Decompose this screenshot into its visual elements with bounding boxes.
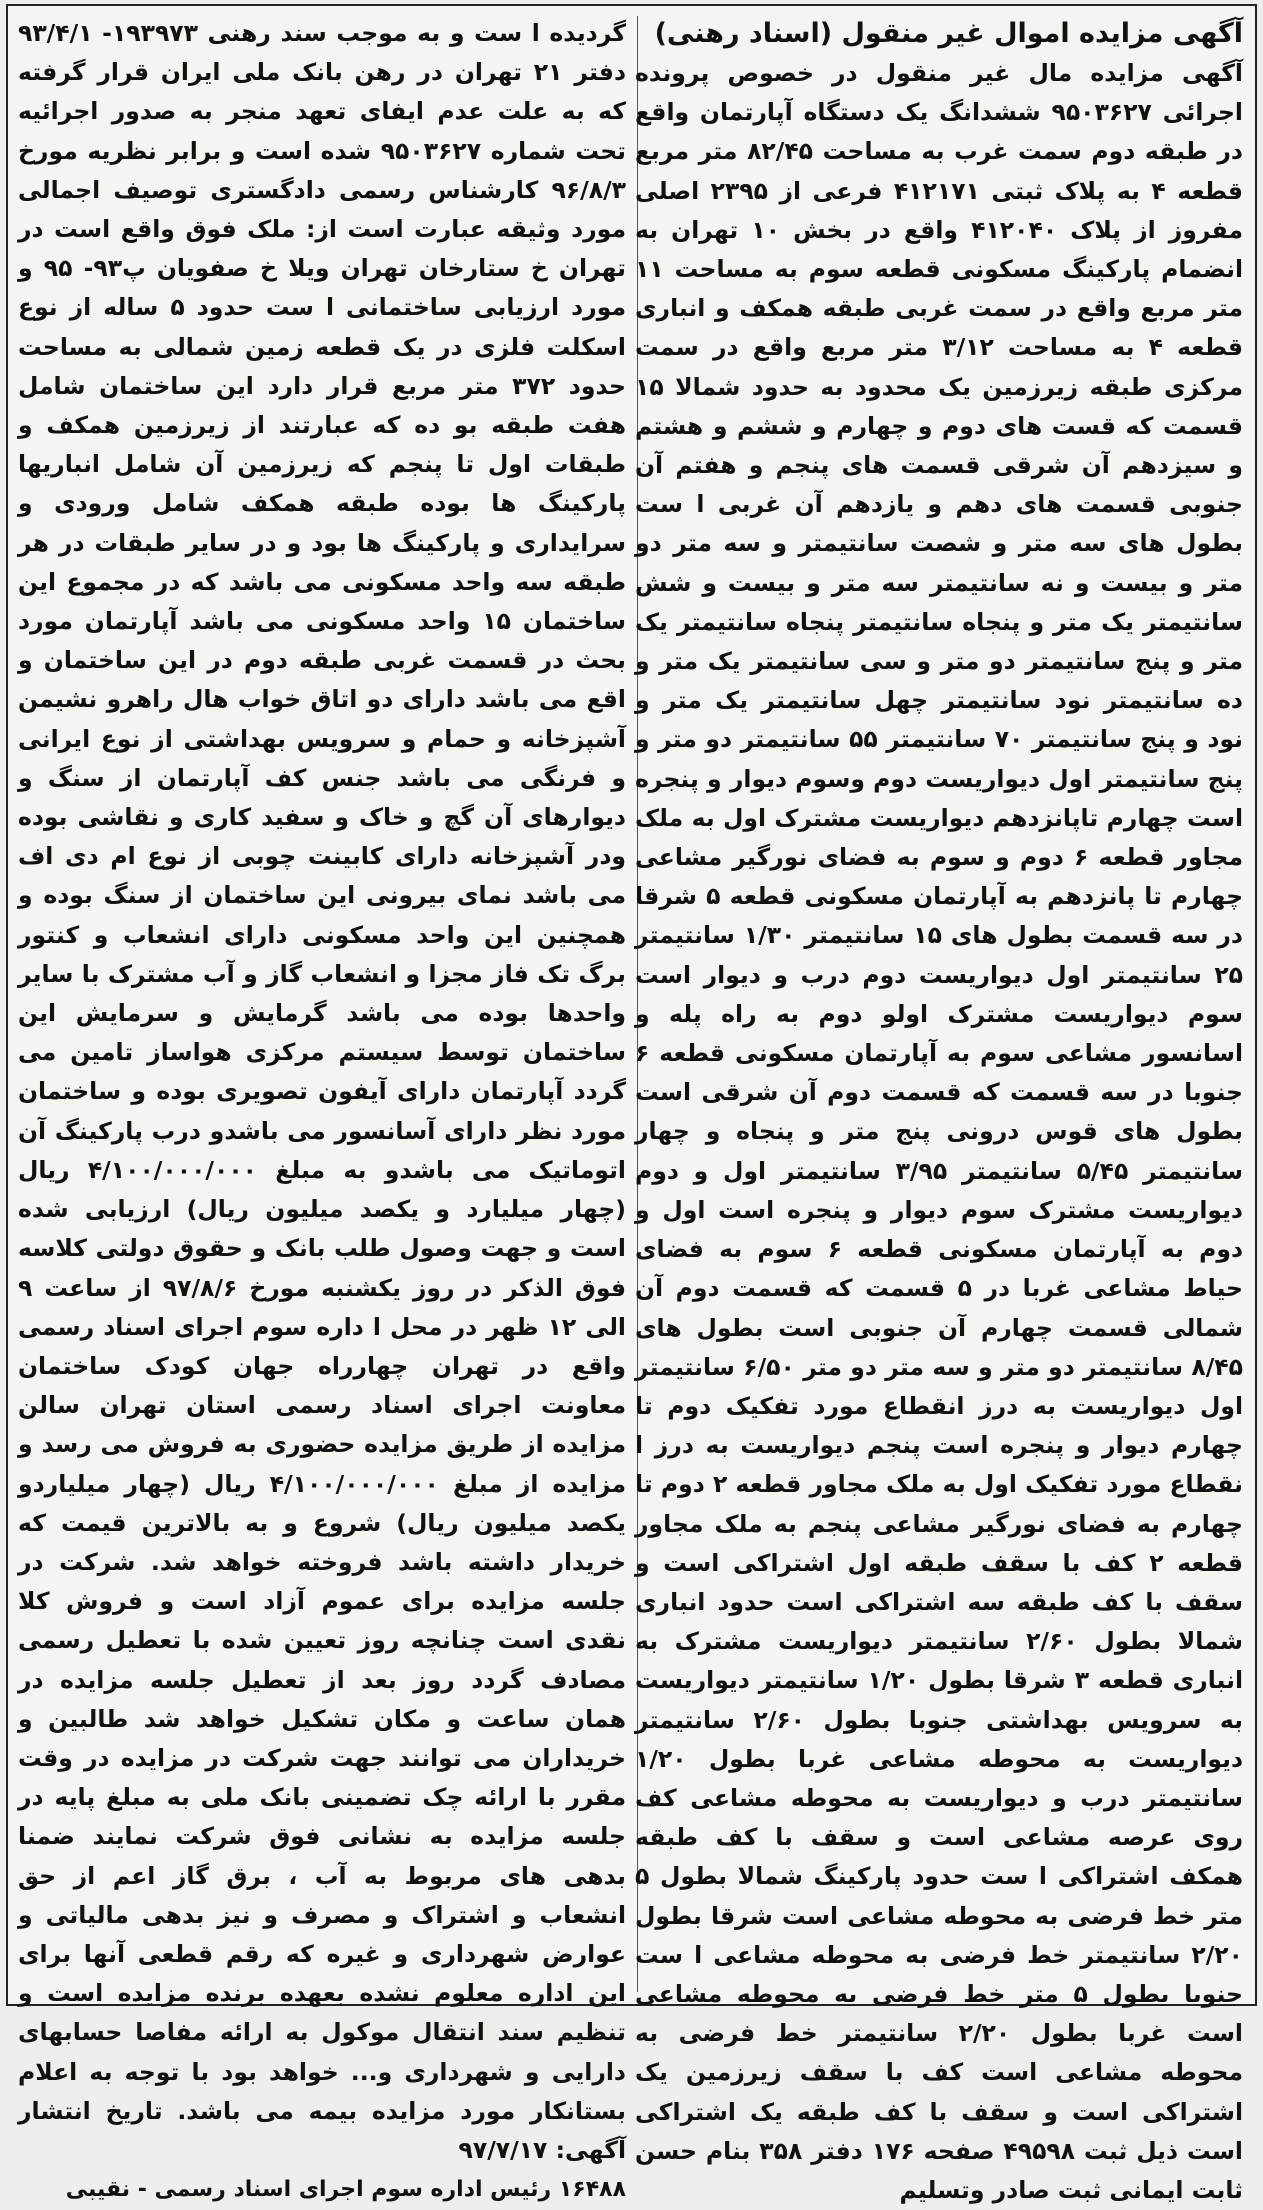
notice-title: آگهی مزایده اموال غیر منقول (اسناد رهنی): [654, 18, 1243, 49]
notice-body-right: آگهی مزایده مال غیر منقول در خصوص پرونده اجرائی ۹۵۰۳۶۲۷ ششدانگ یک دستگاه آپارتمان واقع در طبقه دوم سمت غرب به مساحت ۸۲/۴۵ متر مربع قطعه ۴ به پلاک ثبتی ۴۱۲۱۷۱ فرعی از ۲۳۹۵ اصلی مفروز از پلاک ۴۱۲۰۴۰ واقع در بخش ۱۰ تهران به انضمام پارکینگ مسکونی قطعه سوم به مساحت ۱۱ متر مربع واقع در سمت غربی طبقه همکف و انباری قطعه ۴ به مساحت ۳/۱۲ متر مربع واقع در سمت مرکزی طبقه زیرزمین یک محدود به حدود شمالا ۱۵ قسمت که قست های دوم و چهارم و ششم و هشتم و سیزدهم آن شرقی قسمت های پنجم و هفتم آن جنوبی قسمت های دهم و یازدهم آن غربی ا ست بطول های سه متر و شصت سانتیمتر و سه متر دو متر و بیست و نه سانتیمتر سه متر و بیست و شش سانتیمتر یک متر و پنجاه سانتیمتر پنجاه سانتیمتر یک متر و پنج سانتیمتر دو متر و سی سانتیمتر یک متر و ده سانتیمتر نود سانتیمتر چهل سانتیمتر یک متر و نود و پنج سانتیمتر ۷۰ سانتیمتر ۵۵ سانتیمتر دو متر و پنج سانتیمتر اول دیواریست دوم وسوم دیوار و پنجره است چهارم تاپانزدهم دیواریست مشترک اول به ملک مجاور قطعه ۶ دوم و سوم به فضای نورگیر مشاعی چهارم تا پانزدهم به آپارتمان مسکونی قطعه ۵ شرقا در سه قسمت بطول های ۱۵ سانتیمتر ۱/۳۰ سانتیمتر ۲۵ سانتیمتر اول دیواریست دوم درب و دیوار است سوم دیواریست مشترک اولو دوم به راه پله و اسانسور مشاعی سوم به آپارتمان مسکونی قطعه ۶ جنوبا در سه قسمت که قسمت دوم آن شرقی است بطول های قوس درونی پنج متر و پنجاه و چهار سانتیمتر ۵/۴۵ سانتیمتر ۳/۹۵ سانتیمتر اول و دوم دیواریست مشترک سوم دیوار و پنجره است اول و دوم به آپارتمان مسکونی قطعه ۶ سوم به فضای حیاط مشاعی غربا در ۵ قسمت که قسمت دوم آن شمالی قسمت چهارم آن جنوبی است بطول های ۸/۴۵ سانتیمتر دو متر و سه متر دو متر ۶/۵۰ سانتیمتر اول دیواریست به درز انقطاع مورد تفکیک دوم تا چهارم دیوار و پنجره است پنجم دیواریست به درز ا نقطاع مورد تفکیک اول به ملک مجاور قطعه ۲ دوم تا چهارم به فضای نورگیر مشاعی پنجم به ملک مجاور قطعه ۲ کف با سقف طبقه اول اشتراکی است و سقف با کف طبقه سه اشتراکی است حدود انباری شمالا بطول ۲/۶۰ سانتیمتر دیواریست مشترک به انباری قطعه ۳ شرقا بطول ۱/۲۰ سانتیمتر دیواریست به سرویس بهداشتی جنوبا بطول ۲/۶۰ سانتیمتر دیواریست به محوطه مشاعی غربا بطول ۱/۲۰ سانتیمتر درب و دیواریست به محوطه مشاعی کف روی عرصه مشاعی است و سقف با کف طبقه همکف اشتراکی ا ست حدود پارکینگ شمالا بطول ۵ متر خط فرضی به محوطه مشاعی است شرقا بطول ۲/۲۰ سانتیمتر خط فرضی به محوطه مشاعی ا ست جنوبا بطول ۵ متر خط فرضی به محوطه مشاعی است غربا بطول ۲/۲۰ سانتیمتر خط فرضی به محوطه مشاعی است کف با سقف زیرزمین یک اشتراکی است و سقف با کف طبقه یک اشتراکی است ذیل ثبت ۴۹۵۹۸ صفحه ۱۷۶ دفتر ۳۵۸ بنام حسن ثابت ایمانی ثبت صادر وتسلیم: [635, 59, 1244, 2204]
notice-signature: ۱۶۴۸۸ رئیس اداره سوم اجرای اسناد رسمی - نقیبی: [65, 2177, 626, 2203]
left-column: [18, 14, 627, 2203]
notice-body-left: گردیده ا ست و به موجب سند رهنی ۱۹۳۹۷۳- ۹۳/۴/۱ دفتر ۲۱ تهران در رهن بانک ملی ایران قرار گرفته که به علت عدم ایفای تعهد منجر به صدور اجرائیه تحت شماره ۹۵۰۳۶۲۷ شده است و برابر نظریه مورخ ۹۶/۸/۳ کارشناس رسمی دادگستری توصیف اجمالی مورد وثیقه عبارت است از: ملک فوق واقع است در تهران خ ستارخان تهران ویلا خ صفویان پ۹۳- ۹۵ و مورد ارزیابی ساختمانی ا ست حدود ۵ ساله از نوع اسکلت فلزی در یک قطعه زمین شمالی به مساحت حدود ۳۷۲ متر مربع قرار دارد این ساختمان شامل هفت طبقه بو ده که عبارتند از زیرزمین همکف و طبقات اول تا پنجم که زیرزمین آن شامل انباریها پارکینگ ها بوده طبقه همکف شامل ورودی و سرایداری و پارکینگ ها بود و در سایر طبقات در هر طبقه سه واحد مسکونی می باشد که در مجموع این ساختمان ۱۵ واحد مسکونی می باشد آپارتمان مورد بحث در قسمت غربی طبقه دوم در این ساختمان و اقع می باشد دارای دو اتاق خواب هال راهرو نشیمن آشپزخانه و حمام و سرویس بهداشتی از نوع ایرانی و فرنگی می باشد جنس کف آپارتمان از سنگ و دیوارهای آن گچ و خاک و سفید کاری و نقاشی بوده ودر آشپزخانه دارای کابینت چوبی از نوع ام دی اف می باشد نمای بیرونی این ساختمان از سنگ بوده و همچنین این واحد مسکونی دارای انشعاب و کنتور برگ تک فاز مجزا و انشعاب گاز و آب مشترک با سایر واحدها بوده می باشد گرمایش و سرمایش این ساختمان توسط سیستم مرکزی هواساز تامین می گردد آپارتمان دارای آیفون تصویری بوده و ساختمان مورد نظر دارای آسانسور می باشدو درب پارکینگ آن اتوماتیک می باشدو به مبلغ ۴/۱۰۰/۰۰۰/۰۰۰ ریال (چهار میلیارد و یکصد میلیون ریال) ارزیابی شده است و جهت وصول طلب بانک و حقوق دولتی کلاسه فوق الذکر در روز یکشنبه مورخ ۹۷/۸/۶ از ساعت ۹ الی ۱۲ ظهر در محل ا داره سوم اجرای اسناد رسمی واقع در تهران چهارراه جهان کودک ساختمان معاونت اجرای اسناد رسمی استان تهران سالن مزایده از طریق مزایده حضوری به فروش می رسد و مزایده از مبلغ ۴/۱۰۰/۰۰۰/۰۰۰ ریال (چهار میلیاردو یکصد میلیون ریال) شروع و به بالاترین قیمت که خریدار داشته باشد فروخته خواهد شد. شرکت در جلسه مزایده برای عموم آزاد است و فروش کلا نقدی است چنانچه روز تعیین شده با تعطیل رسمی مصادف گردد روز بعد از تعطیل جلسه مزایده در همان ساعت و مکان تشکیل خواهد شد طالبین و خریداران می توانند جهت شرکت در مزایده در وقت مقرر با ارائه چک تضمینی بانک ملی به مبلغ پایه در جلسه مزایده به نشانی فوق شرکت نمایند ضمنا بدهی های مربوط به آب ، برق گاز اعم از حق انشعاب و اشتراک و مصرف و نیز بدهی مالیاتی و عوارض شهرداری و غیره که رقم قطعی آنها برای این اداره معلوم نشده بعهده برنده مزایده است و تنظیم سند انتقال موکول به ارائه مفاصا حسابهای دارایی و شهرداری و... خواهد بود با توجه به اعلام بستانکار مورد مزایده بیمه می باشد. تاریخ انتشار آگهی: ۹۷/۷/۱۷: [18, 19, 627, 2164]
right-column: [635, 14, 1244, 2204]
newspaper-clipping: [6, 4, 1257, 2204]
